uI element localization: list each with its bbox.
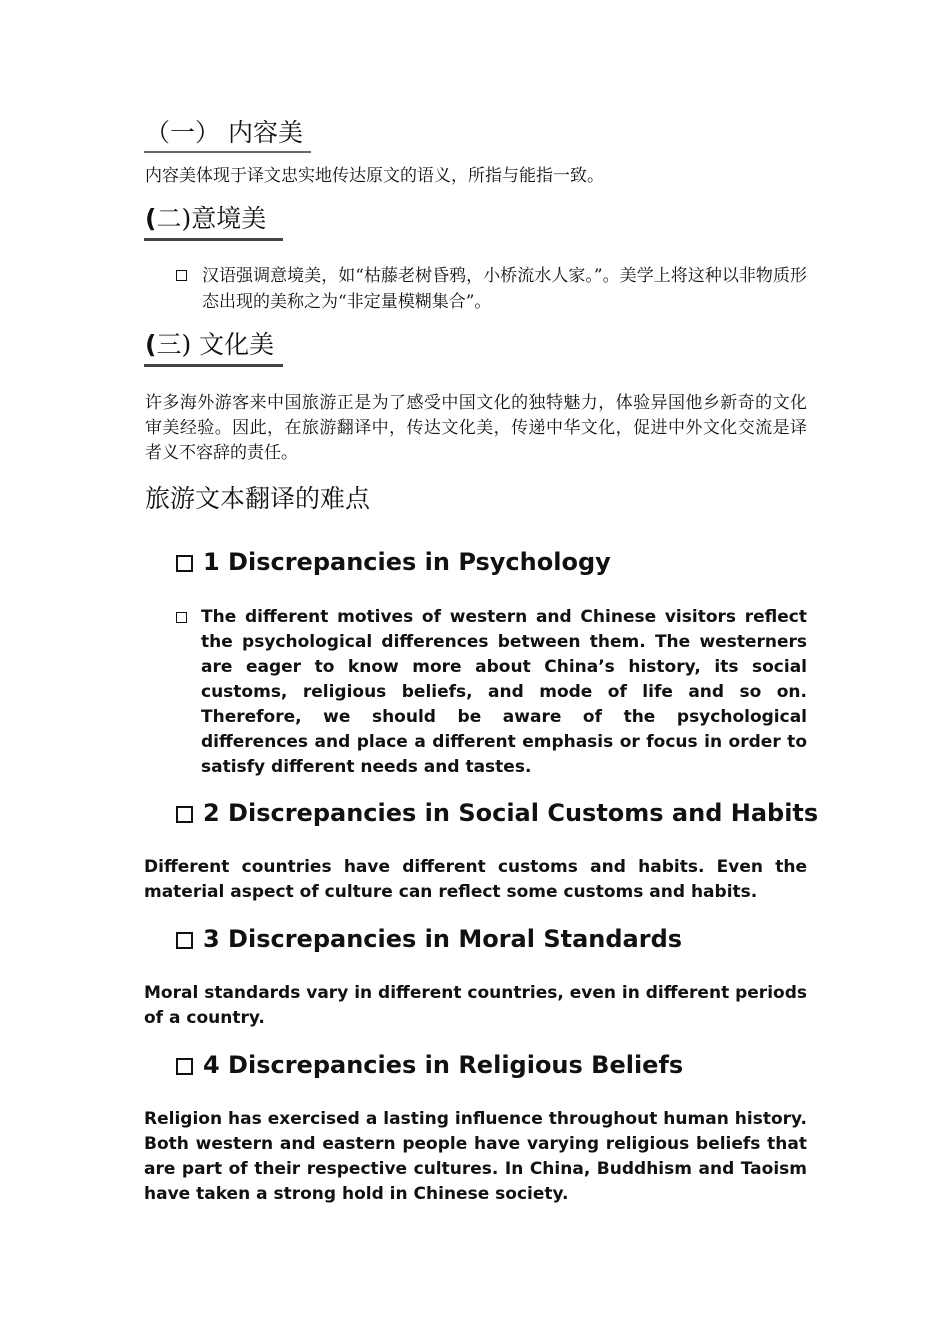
heading-text: 二)意境美: [156, 204, 267, 233]
discrepancy-body-customs: Different countries have different customs and habits. Even the material aspect of culture can reflect some customs and habits.: [144, 857, 807, 902]
heading-underline: [144, 151, 311, 153]
paragraph-cultural-beauty: 许多海外游客来中国旅游正是为了感受中国文化的独特魅力，体验异国他乡新奇的文化审美经验。因此，在旅游翻译中，传达文化美，传递中华文化，促进中外文化交流是译者义不容辞的责任。: [145, 393, 807, 463]
discrepancy-heading-customs: [176, 798, 818, 828]
discrepancy-heading-religious: [176, 1050, 683, 1080]
bullet-artistic-beauty: 汉语强调意境美，如“枯藤老树昏鸦，小桥流水人家。”。美学上将这种以非物质形态出现的美称之为“非定量模糊集合”。: [202, 266, 807, 312]
section-heading-artistic-beauty: [145, 204, 266, 234]
discrepancy-body-religious: Religion has exercised a lasting influence throughout human history. Both western and eastern people have varying religious beliefs that are part of their respective cultures. In China, Buddhism and Taoism have taken a strong hold in Chinese society.: [144, 1109, 807, 1204]
discrepancy-body-moral: Moral standards vary in different countries, even in different periods of a country.: [144, 983, 807, 1028]
heading-text: 4 Discrepancies in Religious Beliefs: [203, 1051, 684, 1079]
heading-paren: (: [145, 330, 157, 359]
heading-text: 1 Discrepancies in Psychology: [203, 548, 611, 576]
heading-text: 3 Discrepancies in Moral Standards: [203, 925, 683, 953]
discrepancy-heading-psychology: [176, 547, 611, 577]
heading-underline: [144, 238, 283, 241]
checkbox-bullet-icon: [176, 270, 187, 281]
heading-text: 三) 文化美: [156, 330, 275, 359]
checkbox-bullet-icon: [176, 612, 187, 623]
section-heading-content-beauty: （一） 内容美: [145, 118, 303, 147]
heading-text: 2 Discrepancies in Social Customs and Habits: [203, 799, 819, 827]
discrepancy-heading-moral: [176, 924, 682, 954]
heading-paren: (: [145, 204, 157, 233]
paragraph-content-beauty: 内容美体现于译文忠实地传达原文的语义，所指与能指一致。: [145, 166, 604, 186]
difficulties-heading: 旅游文本翻译的难点: [145, 484, 371, 513]
section-heading-cultural-beauty: [145, 330, 274, 360]
heading-underline: [144, 364, 283, 367]
discrepancy-body-psychology: The different motives of western and Chinese visitors reflect the psychological differences between them. The westerners are eager to know more about China’s history, its social customs, religious beliefs, and mode of life and so on. Therefore, we should be aware of the psychological differences and place a different emphasis or focus in order to satisfy different needs and tastes.: [201, 607, 807, 777]
